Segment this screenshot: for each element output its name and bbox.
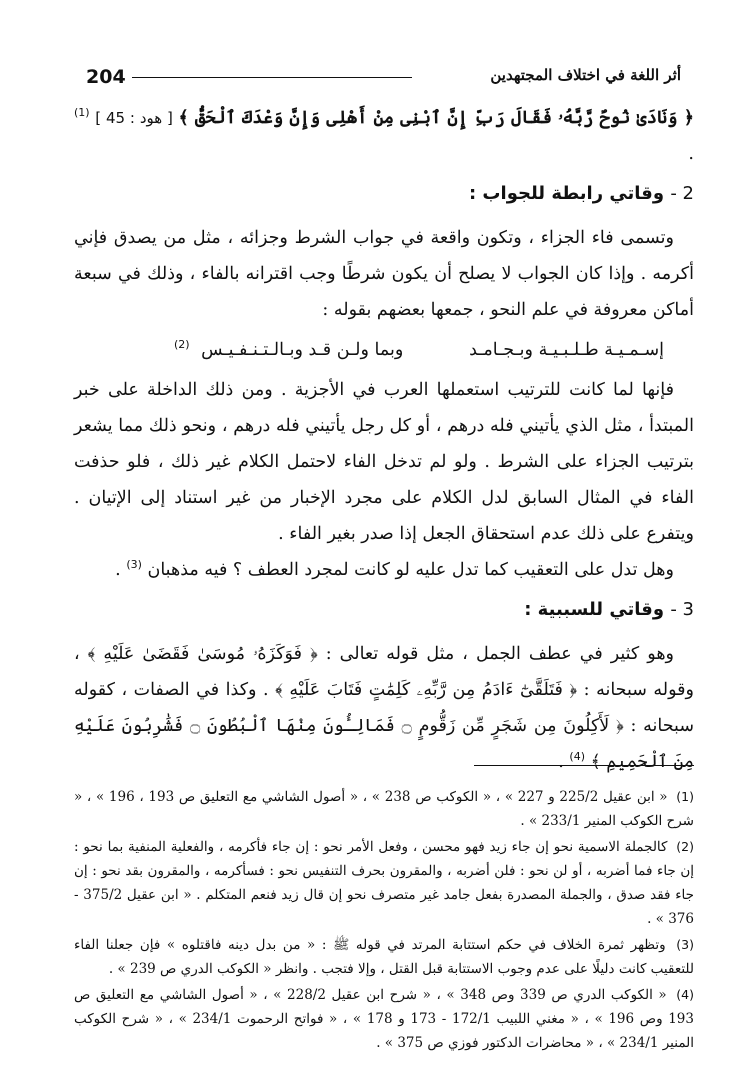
footnote-number: (1) — [676, 789, 694, 804]
header-rule — [132, 77, 412, 78]
running-header — [86, 64, 681, 92]
section-number: 3 - — [670, 599, 694, 620]
footnote-mark: (4) — [569, 750, 585, 764]
footnote-text: « الكوكب الدري ص 339 وص 348 » ، « شرح ابن عقيل 228/2 » ، « أصول الشاشي مع التعليق ص 193 وص 196 » ، « مغني اللبيب 172/1 - 173 و 178 » ، « فواتح الرحموت 234/1 » ، « شرح الكوكب المنير 234/1 » ، « محاضرات الدكتور فوزي ص 375 » . — [74, 987, 694, 1051]
page-number: 204 — [86, 66, 126, 88]
verse-hemistich-left-wrap — [174, 332, 403, 368]
main-text — [74, 100, 694, 780]
footnote-separator — [474, 765, 694, 766]
paragraph: وتسمى فاء الجزاء ، وتكون واقعة في جواب الشرط وجزائه ، مثل من يصدق فإني أكرمه . وإذا كان الجواب لا يصلح أن يكون شرطًا وجب اقترانه بالفاء ، وذلك في سبعة أماكن معروفة في علم النحو ، جمعها بعضهم بقوله : — [74, 228, 694, 320]
running-title: أثر اللغة في اختلاف المجتهدين — [490, 66, 681, 84]
footnote-mark: (3) — [126, 558, 142, 572]
footnote-number: (2) — [676, 839, 694, 854]
section-3-heading — [74, 592, 694, 628]
section-number: 2 - — [670, 183, 694, 204]
footnote-text: كالجملة الاسمية نحو إن جاء زيد فهو محسن ، وفعل الأمر نحو : إن جاء فأكرمه ، والفعلية المنفية بما نحو : إن جاء فما أضربه ، أو لن نحو : فلن أضربه ، والمقرون بحرف التنفيس نحو : فسأكرمه ، والمقرون بقد نحو : إن جاء فقد صدق ، والجملة المصدرة بفعل جامد غير متصرف نحو إن قال زيد فنعم المتكلم . « ابن عقيل 375/2 - 376 » . — [74, 839, 694, 927]
paragraph-text: وهل تدل على التعقيب كما تدل عليه لو كانت لمجرد العطف ؟ فيه مذهبان — [147, 560, 674, 580]
verse-reference: [ هود : 45 ] — [95, 109, 173, 127]
paragraph-text: وهو كثير في عطف الجمل ، مثل قوله تعالى : ﴿ فَوَكَزَهُۥ مُوسَىٰ فَقَضَىٰ عَلَيْهِ ﴾ ، وقوله سبحانه : ﴿ فَتَلَقَّىٰٓ ءَادَمُ مِن رَّبِّهِۦ كَلِمَٰتٍ فَتَابَ عَلَيْهِ ﴾ . وكذا في الصفات ، كقوله سبحانه : ﴿ لَأَكِلُونَ مِن شَجَرٍ مِّن زَقُّومٍ ۝ فَمَالِـُٔونَ مِنْهَا ٱلْبُطُونَ ۝ فَشَٰرِبُونَ عَلَيْهِ مِنَ ٱلْحَمِيمِ ﴾ — [74, 644, 694, 772]
footnote-text: « ابن عقيل 225/2 و 227 » ، « الكوكب ص 238 » ، « أصول الشاشي مع التعليق ص 193 ، 196 » ، « شرح الكوكب المنير 233/1 » . — [74, 789, 694, 829]
footnote — [74, 933, 694, 981]
verse-hemistich-right: إسـمـيـة طـلـبـيـة وبـجـامـد — [469, 340, 664, 360]
footnote — [74, 785, 694, 833]
footnotes — [74, 785, 694, 1057]
intro-verse-line — [74, 100, 694, 172]
sentence-end: . — [115, 560, 121, 580]
poetry-verse — [74, 332, 694, 368]
footnote-number: (3) — [676, 937, 694, 952]
footnote-number: (4) — [676, 987, 695, 1002]
sentence-end: . — [688, 144, 694, 164]
footnote-mark: (2) — [174, 338, 190, 352]
section-title: وقاتي للسببية : — [524, 599, 665, 620]
section-title: وقاتي رابطة للجواب : — [468, 183, 665, 204]
sentence-end: . — [558, 752, 564, 772]
section-2-heading — [74, 176, 694, 212]
footnote-mark: (1) — [74, 106, 90, 120]
paragraph-question — [74, 552, 694, 588]
paragraph-causality — [74, 636, 694, 780]
verse-hemistich-left: وبما ولـن قـد وبـالـتـنـفـيـس — [201, 340, 404, 360]
footnote — [74, 835, 694, 931]
footnote — [74, 983, 694, 1055]
footnote-text: وتظهر ثمرة الخلاف في حكم استتابة المرتد في قوله ﷺ : « من بدل دينه فاقتلوه » فإن جعلنا الفاء للتعقيب كانت دليلًا على عدم وجوب الاستتابة قبل القتل ، وإلا فتجب . وانظر « الكوكب الدري ص 239 » . — [74, 937, 694, 977]
paragraph: فإنها لما كانت للترتيب استعملها العرب في الأجزية . ومن ذلك الداخلة على خبر المبتدأ ، مثل الذي يأتيني فله درهم ، أو كل رجل يأتيني فله درهم ، ونحو ذلك مما يشعر بترتيب الجزاء على الشرط . ولو لم تدخل الفاء لاحتمل الكلام غير ذلك ، فلو حذفت الفاء في المثال السابق لدل الكلام على مجرد الإخبار من غير استناد إلى الإتيان . ويتفرع على ذلك عدم استحقاق الجعل إذا صدر بغير الفاء . — [74, 380, 694, 544]
quran-verse: ﴿ وَنَادَىٰ نُوحٌ رَّبَّهُۥ فَقَالَ رَبِّ إِنَّ ٱبْنِى مِنْ أَهْلِى وَإِنَّ وَعْدَكَ ٱلْحَقُّ ﴾ — [178, 108, 694, 128]
